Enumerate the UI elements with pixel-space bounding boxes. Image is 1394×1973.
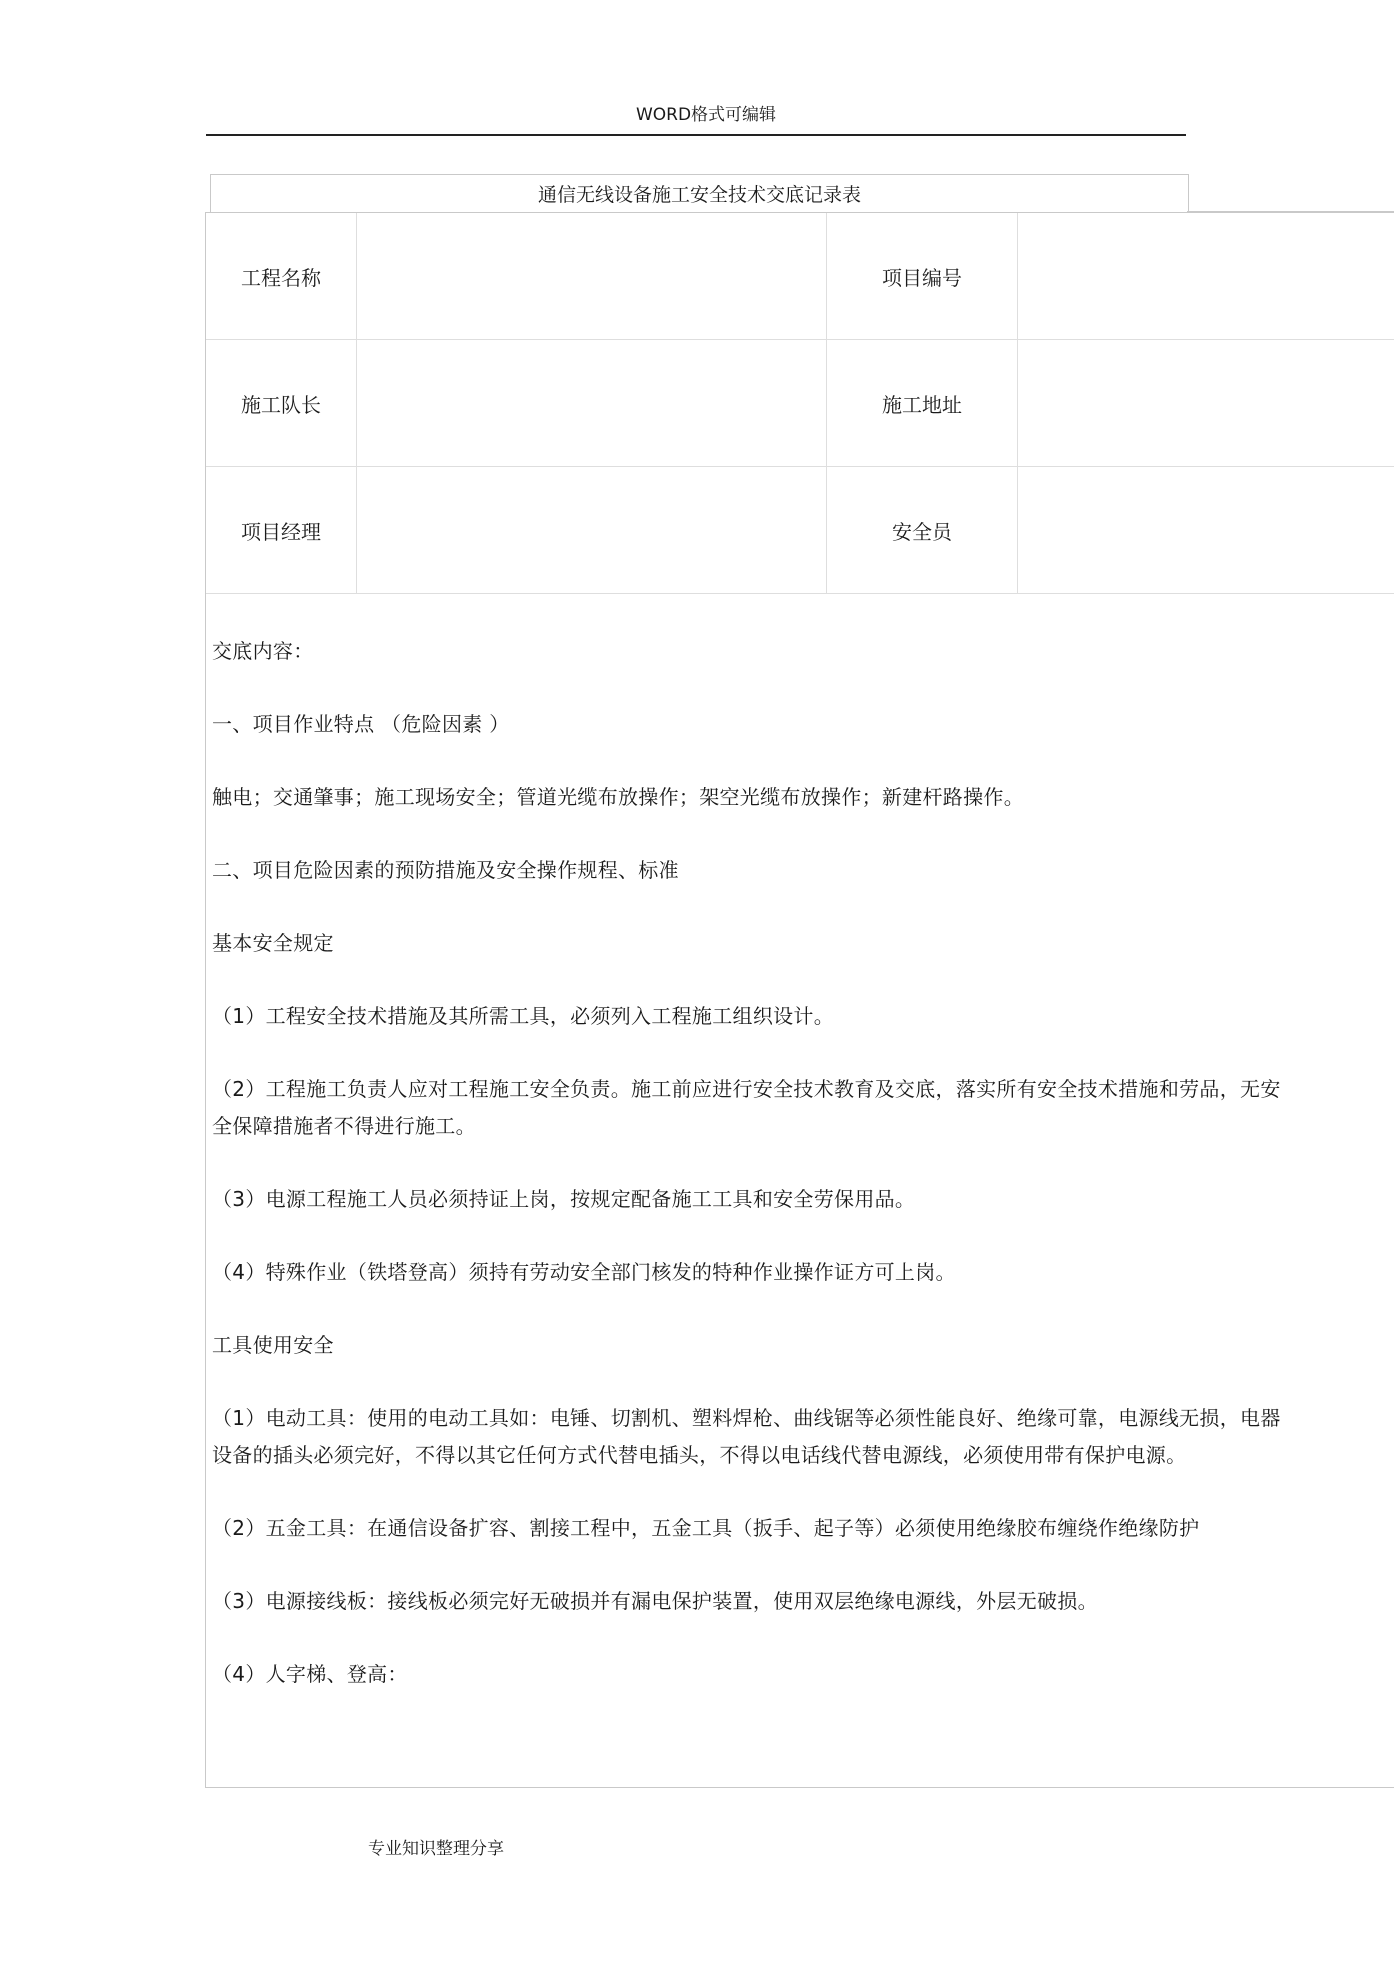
tool-rule-1: （1）电动工具：使用的电动工具如：电锤、切割机、塑料焊枪、曲线锯等必须性能良好、绝缘可靠，电源线无损，电器设备的插头必须完好，不得以其它任何方式代替电插头，不得以电话线代替电源线，必须使用带有保护电源。 [212,1406,1281,1467]
content-heading: 交底内容： [212,639,314,663]
project-manager-label: 项目经理 [206,467,357,593]
project-name-label: 工程名称 [206,213,357,339]
project-number-label: 项目编号 [827,213,1018,339]
team-leader-value[interactable] [357,340,827,466]
form-body [205,212,1394,1788]
page-footer: 专业知识整理分享 [368,1839,504,1859]
form-title: 通信无线设备施工安全技术交底记录表 [210,174,1189,213]
info-row [206,467,1394,594]
info-row [206,340,1394,467]
page-header [206,100,1186,136]
basic-rule-4: （4）特殊作业（铁塔登高）须持有劳动安全部门核发的特种作业操作证方可上岗。 [212,1260,956,1284]
team-leader-label: 施工队长 [206,340,357,466]
info-table [206,213,1394,594]
section-1-title: 一、项目作业特点 （危险因素 ） [212,712,510,736]
project-name-value[interactable] [357,213,827,339]
tool-rule-4: （4）人字梯、登高： [212,1662,408,1686]
header-text: WORD格式可编辑 [635,105,777,125]
basic-rule-1: （1）工程安全技术措施及其所需工具，必须列入工程施工组织设计。 [212,1004,835,1028]
hazard-list: 触电；交通肇事；施工现场安全；管道光缆布放操作；架空光缆布放操作；新建杆路操作。 [212,785,1024,809]
safety-officer-value[interactable] [1018,467,1394,593]
project-number-value[interactable] [1018,213,1394,339]
basic-rule-3: （3）电源工程施工人员必须持证上岗，按规定配备施工工具和安全劳保用品。 [212,1187,916,1211]
briefing-content [212,633,1292,1729]
site-address-value[interactable] [1018,340,1394,466]
info-row [206,213,1394,340]
site-address-label: 施工地址 [827,340,1018,466]
safety-officer-label: 安全员 [827,467,1018,593]
section-2-title: 二、项目危险因素的预防措施及安全操作规程、标准 [212,858,679,882]
tool-rule-2: （2）五金工具：在通信设备扩容、割接工程中，五金工具（扳手、起子等）必须使用绝缘胶布缠绕作绝缘防护 [212,1516,1200,1540]
tool-rule-3: （3）电源接线板：接线板必须完好无破损并有漏电保护装置，使用双层绝缘电源线，外层无破损。 [212,1589,1098,1613]
subsection-tool-safety: 工具使用安全 [212,1333,334,1357]
basic-rule-2: （2）工程施工负责人应对工程施工安全负责。施工前应进行安全技术教育及交底，落实所有安全技术措施和劳品，无安全保障措施者不得进行施工。 [212,1077,1281,1138]
subsection-basic-rules: 基本安全规定 [212,931,334,955]
project-manager-value[interactable] [357,467,827,593]
